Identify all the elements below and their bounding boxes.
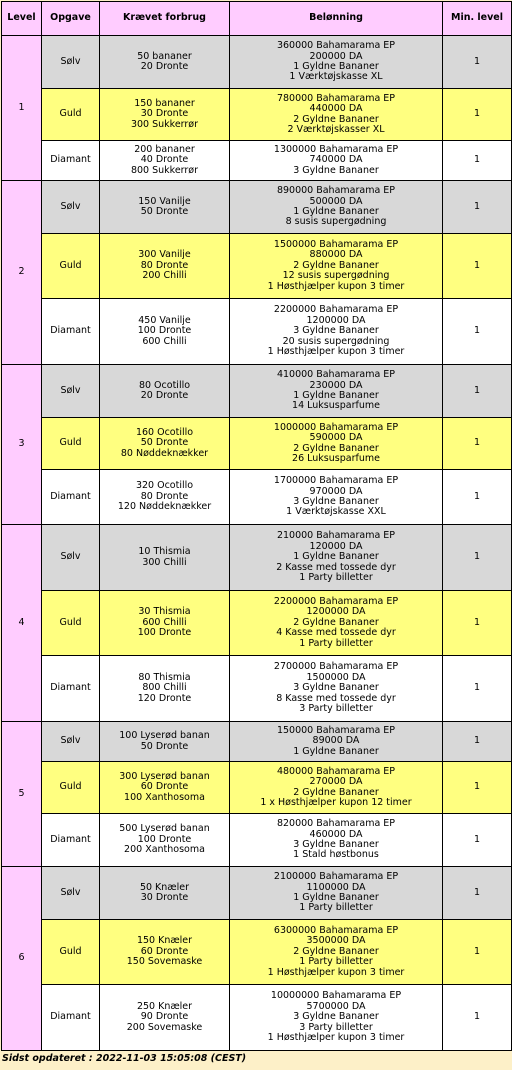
reward-line: 1 Høsthjælper kupon 3 timer — [267, 280, 405, 292]
task-name-cell: Diamant — [42, 656, 100, 722]
requirement-line: 250 Knæler — [136, 1000, 193, 1012]
requirement-line: 150 Sovemaske — [126, 956, 203, 968]
reward-cell — [230, 525, 443, 591]
header-requirement: Krævet forbrug — [100, 2, 230, 36]
table-row — [2, 525, 512, 591]
header-reward: Belønning — [230, 2, 443, 36]
reward-line: 14 Luksusparfume — [292, 400, 380, 412]
table-row — [2, 722, 512, 762]
reward-line: 890000 Bahamarama EP — [276, 185, 396, 197]
reward-line: 3 Gyldne Bananer — [293, 682, 379, 694]
reward-line: 1000000 Bahamarama EP — [273, 421, 399, 433]
requirement-line: 80 Dronte — [140, 490, 189, 502]
requirement-line: 800 Sukkerrør — [130, 164, 199, 176]
reward-cell — [230, 591, 443, 656]
reward-line: 1 Gyldne Bananer — [293, 390, 379, 401]
requirement-cell — [100, 656, 230, 722]
task-name-cell: Guld — [42, 920, 100, 985]
requirement-line: 160 Ocotillo — [135, 426, 194, 438]
header-min-level: Min. level — [443, 2, 512, 36]
requirement-cell — [100, 920, 230, 985]
table-row — [2, 867, 512, 920]
min-level-cell: 1 — [443, 470, 512, 525]
reward-line: 1 Gyldne Bananer — [293, 892, 379, 903]
reward-line: 2 Gyldne Bananer — [293, 945, 379, 957]
requirement-cell — [100, 141, 230, 181]
reward-line: 2 Gyldne Bananer — [293, 442, 379, 454]
requirement-cell — [100, 418, 230, 470]
reward-line: 210000 Bahamarama EP — [276, 530, 396, 542]
min-level-cell: 1 — [443, 299, 512, 365]
reward-line: 1 Høsthjælper kupon 3 timer — [267, 346, 405, 358]
table-row — [2, 920, 512, 985]
requirement-cell — [100, 365, 230, 418]
reward-line: 1 Party billetter — [299, 956, 373, 968]
requirement-line: 300 Chilli — [142, 556, 187, 568]
task-name-cell: Guld — [42, 89, 100, 141]
task-name-cell: Guld — [42, 234, 100, 299]
min-level-cell: 1 — [443, 89, 512, 141]
reward-cell — [230, 722, 443, 762]
reward-line: 120000 DA — [309, 540, 363, 552]
task-name-cell: Guld — [42, 591, 100, 656]
reward-line: 3 Party billetter — [299, 1021, 373, 1033]
requirement-line: 200 Sovemaske — [126, 1021, 203, 1033]
task-name-cell: Guld — [42, 762, 100, 814]
requirement-cell — [100, 470, 230, 525]
requirement-line: 60 Dronte — [140, 945, 189, 957]
reward-line: 8 susis supergødning — [285, 216, 387, 228]
reward-cell — [230, 867, 443, 920]
requirement-line: 120 Dronte — [137, 692, 192, 704]
reward-line: 2 Kasse med tossede dyr — [276, 561, 396, 573]
reward-line: 3 Gyldne Bananer — [293, 496, 379, 507]
reward-line: 880000 DA — [309, 249, 363, 261]
reward-line: 2700000 Bahamarama EP — [273, 661, 399, 673]
reward-line: 820000 Bahamarama EP — [276, 818, 396, 830]
reward-line: 200000 DA — [309, 50, 363, 62]
requirement-line: 120 Nøddeknækker — [117, 501, 212, 513]
requirement-line: 50 Dronte — [140, 740, 189, 752]
reward-cell — [230, 814, 443, 867]
table-row — [2, 656, 512, 722]
table-row — [2, 36, 512, 89]
requirement-cell — [100, 591, 230, 656]
requirement-line: 300 Vanilje — [138, 249, 191, 261]
requirement-line: 80 Ocotillo — [138, 379, 191, 391]
reward-line: 3 Gyldne Bananer — [293, 164, 379, 176]
reward-line: 1700000 Bahamarama EP — [273, 475, 399, 487]
reward-line: 1 Værktøjskasse XXL — [286, 506, 386, 518]
reward-line: 410000 Bahamarama EP — [276, 369, 396, 381]
task-table — [1, 1, 512, 1051]
reward-line: 89000 DA — [312, 735, 360, 747]
requirement-cell — [100, 985, 230, 1051]
reward-line: 740000 DA — [309, 154, 363, 166]
reward-line: 270000 DA — [309, 776, 363, 788]
task-name-cell: Diamant — [42, 470, 100, 525]
reward-line: 10000000 Bahamarama EP — [270, 990, 402, 1002]
requirement-line: 30 Dronte — [140, 108, 189, 120]
reward-line: 150000 Bahamarama EP — [276, 724, 396, 736]
reward-line: 1 Høsthjælper kupon 3 timer — [267, 966, 405, 978]
reward-line: 590000 DA — [309, 432, 363, 444]
requirement-line: 100 Dronte — [137, 627, 192, 639]
requirement-line: 150 Knæler — [136, 935, 193, 947]
table-row — [2, 591, 512, 656]
reward-line: 460000 DA — [309, 828, 363, 840]
table-row — [2, 985, 512, 1051]
reward-line: 970000 DA — [309, 485, 363, 497]
table-row — [2, 299, 512, 365]
header-task: Opgave — [42, 2, 100, 36]
table-row — [2, 418, 512, 470]
reward-line: 1 Gyldne Bananer — [293, 745, 379, 757]
table-row — [2, 814, 512, 867]
table-row — [2, 89, 512, 141]
requirement-line: 300 Lyserød banan — [119, 770, 210, 782]
reward-cell — [230, 365, 443, 418]
task-name-cell: Sølv — [42, 181, 100, 234]
requirement-line: 300 Sukkerrør — [130, 118, 199, 130]
requirement-line: 30 Dronte — [140, 892, 189, 903]
requirement-line: 600 Chilli — [142, 616, 187, 628]
min-level-cell: 1 — [443, 418, 512, 470]
requirement-line: 150 bananer — [134, 97, 195, 109]
requirement-line: 80 Thismia — [138, 671, 191, 683]
table-row — [2, 234, 512, 299]
reward-line: 1200000 DA — [306, 314, 366, 326]
table-row — [2, 762, 512, 814]
min-level-cell: 1 — [443, 181, 512, 234]
min-level-cell: 1 — [443, 656, 512, 722]
reward-line: 2200000 Bahamarama EP — [273, 595, 399, 607]
reward-line: 6300000 Bahamarama EP — [273, 924, 399, 936]
reward-cell — [230, 418, 443, 470]
task-name-cell: Diamant — [42, 814, 100, 867]
requirement-line: 320 Ocotillo — [135, 480, 194, 492]
requirement-cell — [100, 234, 230, 299]
requirement-line: 100 Dronte — [137, 325, 192, 337]
reward-cell — [230, 656, 443, 722]
requirement-line: 80 Nøddeknækker — [120, 447, 209, 459]
reward-line: 1 Høsthjælper kupon 3 timer — [267, 1032, 405, 1044]
requirement-cell — [100, 722, 230, 762]
level-cell: 6 — [2, 867, 42, 1051]
requirement-cell — [100, 36, 230, 89]
reward-line: 2 Gyldne Bananer — [293, 616, 379, 628]
reward-cell — [230, 89, 443, 141]
task-name-cell: Guld — [42, 418, 100, 470]
task-name-cell: Sølv — [42, 525, 100, 591]
min-level-cell: 1 — [443, 234, 512, 299]
requirement-cell — [100, 525, 230, 591]
table-row — [2, 470, 512, 525]
reward-cell — [230, 299, 443, 365]
reward-line: 1200000 DA — [306, 606, 366, 618]
reward-line: 2 Gyldne Bananer — [293, 113, 379, 125]
requirement-line: 450 Vanilje — [138, 314, 191, 326]
level-cell: 2 — [2, 181, 42, 365]
reward-line: 2 Gyldne Bananer — [293, 786, 379, 798]
reward-line: 3 Party billetter — [299, 703, 373, 715]
requirement-line: 500 Lyserød banan — [119, 823, 210, 835]
reward-line: 3500000 DA — [306, 935, 366, 947]
reward-line: 8 Kasse med tossede dyr — [276, 692, 396, 704]
min-level-cell: 1 — [443, 525, 512, 591]
requirement-line: 50 Knæler — [139, 881, 190, 893]
min-level-cell: 1 — [443, 867, 512, 920]
min-level-cell: 1 — [443, 365, 512, 418]
reward-cell — [230, 141, 443, 181]
task-name-cell: Sølv — [42, 36, 100, 89]
reward-cell — [230, 234, 443, 299]
requirement-line: 600 Chilli — [142, 335, 187, 347]
reward-line: 26 Luksusparfume — [292, 452, 380, 464]
requirement-cell — [100, 181, 230, 234]
task-name-cell: Diamant — [42, 299, 100, 365]
min-level-cell: 1 — [443, 762, 512, 814]
requirement-cell — [100, 762, 230, 814]
requirement-line: 50 Dronte — [140, 437, 189, 449]
reward-line: 1 Party billetter — [299, 572, 373, 584]
reward-line: 2 Gyldne Bananer — [293, 259, 379, 271]
min-level-cell: 1 — [443, 141, 512, 181]
reward-line: 1 Party billetter — [299, 637, 373, 649]
min-level-cell: 1 — [443, 591, 512, 656]
table-header-row — [2, 2, 512, 36]
reward-line: 1 x Høsthjælper kupon 12 timer — [260, 796, 412, 808]
reward-line: 12 susis supergødning — [282, 270, 390, 282]
requirement-line: 100 Xanthosoma — [124, 791, 205, 803]
page-container — [1, 0, 509, 1064]
min-level-cell: 1 — [443, 814, 512, 867]
reward-line: 360000 Bahamarama EP — [276, 40, 396, 52]
requirement-cell — [100, 814, 230, 867]
reward-line: 20 susis supergødning — [282, 335, 390, 347]
requirement-line: 40 Dronte — [140, 154, 189, 166]
reward-line: 1 Party billetter — [299, 902, 373, 914]
reward-line: 3 Gyldne Bananer — [293, 1011, 379, 1023]
level-cell: 3 — [2, 365, 42, 525]
reward-line: 1500000 DA — [306, 671, 366, 683]
min-level-cell: 1 — [443, 36, 512, 89]
requirement-cell — [100, 867, 230, 920]
reward-line: 500000 DA — [309, 195, 363, 207]
reward-line: 1100000 DA — [306, 881, 366, 893]
reward-line: 4 Kasse med tossede dyr — [276, 627, 396, 639]
requirement-line: 50 Dronte — [140, 206, 189, 217]
table-row — [2, 365, 512, 418]
requirement-line: 90 Dronte — [140, 1011, 189, 1023]
requirement-cell — [100, 89, 230, 141]
reward-line: 1 Gyldne Bananer — [293, 61, 379, 72]
requirement-line: 100 Dronte — [137, 833, 192, 845]
header-level: Level — [2, 2, 42, 36]
requirement-line: 30 Thismia — [138, 606, 191, 618]
reward-line: 1 Gyldne Bananer — [293, 551, 379, 563]
task-name-cell: Sølv — [42, 867, 100, 920]
requirement-line: 200 bananer — [134, 143, 195, 155]
level-cell: 5 — [2, 722, 42, 867]
reward-line: 3 Gyldne Bananer — [293, 839, 379, 850]
reward-line: 5700000 DA — [306, 1000, 366, 1012]
requirement-line: 80 Dronte — [140, 259, 189, 271]
requirement-line: 60 Dronte — [140, 781, 189, 793]
table-body — [2, 36, 512, 1051]
min-level-cell: 1 — [443, 920, 512, 985]
reward-line: 1 Værktøjskasse XL — [289, 71, 383, 83]
reward-line: 1 Stald høstbonus — [293, 849, 379, 861]
reward-cell — [230, 36, 443, 89]
task-name-cell: Sølv — [42, 722, 100, 762]
reward-line: 230000 DA — [309, 379, 363, 391]
requirement-line: 10 Thismia — [138, 546, 191, 558]
min-level-cell: 1 — [443, 985, 512, 1051]
reward-cell — [230, 470, 443, 525]
reward-cell — [230, 181, 443, 234]
requirement-line: 20 Dronte — [140, 61, 189, 72]
reward-line: 480000 Bahamarama EP — [276, 765, 396, 777]
reward-cell — [230, 762, 443, 814]
requirement-line: 200 Xanthosoma — [124, 844, 205, 856]
reward-line: 2200000 Bahamarama EP — [273, 304, 399, 316]
min-level-cell: 1 — [443, 722, 512, 762]
requirement-line: 800 Chilli — [142, 682, 187, 694]
last-updated: Sidst opdateret : 2022-11-03 15:05:08 (CEST) — [2, 1053, 247, 1064]
task-name-cell: Sølv — [42, 365, 100, 418]
task-name-cell: Diamant — [42, 141, 100, 181]
requirement-line: 200 Chilli — [142, 270, 187, 282]
level-cell: 4 — [2, 525, 42, 722]
requirement-cell — [100, 299, 230, 365]
table-row — [2, 181, 512, 234]
reward-line: 2 Værktøjskasser XL — [287, 123, 385, 135]
reward-line: 440000 DA — [309, 103, 363, 115]
requirement-line: 50 bananer — [137, 50, 192, 62]
reward-line: 1 Gyldne Bananer — [293, 206, 379, 217]
requirement-line: 20 Dronte — [140, 390, 189, 401]
reward-line: 780000 Bahamarama EP — [276, 92, 396, 104]
requirement-line: 150 Vanilje — [138, 195, 191, 207]
reward-line: 2100000 Bahamarama EP — [273, 871, 399, 883]
reward-cell — [230, 920, 443, 985]
reward-line: 1300000 Bahamarama EP — [273, 143, 399, 155]
reward-line: 1500000 Bahamarama EP — [273, 238, 399, 250]
reward-cell — [230, 985, 443, 1051]
requirement-line: 100 Lyserød banan — [119, 730, 210, 742]
reward-line: 3 Gyldne Bananer — [293, 325, 379, 337]
task-name-cell: Diamant — [42, 985, 100, 1051]
level-cell: 1 — [2, 36, 42, 181]
table-row — [2, 141, 512, 181]
